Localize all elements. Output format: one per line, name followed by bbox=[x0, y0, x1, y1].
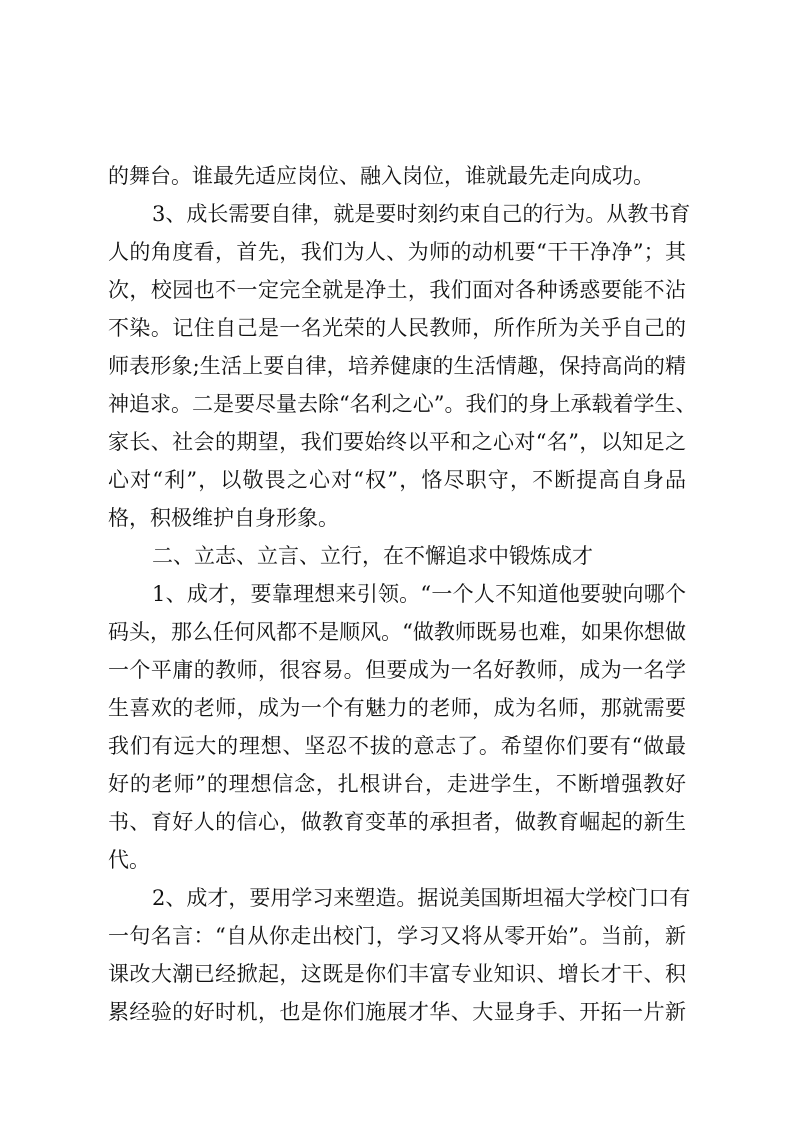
text-line: 书、育好人的信心，做教育变革的承担者，做教育崛起的新生 bbox=[108, 810, 686, 834]
section-heading: 二、立志、立言、立行，在不懈追求中锻炼成才 bbox=[152, 544, 593, 568]
text-line: 码头，那么任何风都不是顺风。“做教师既易也难，如果你想做 bbox=[108, 620, 686, 644]
text-line: 1、成才，要靠理想来引领。“一个人不知道他要驶向哪个 bbox=[152, 582, 686, 606]
text-line: 我们有远大的理想、坚忍不拔的意志了。希望你们要有“做最 bbox=[108, 734, 686, 758]
text-line: 生喜欢的老师，成为一个有魅力的老师，成为名师，那就需要 bbox=[108, 696, 686, 720]
text-line: 2、成才，要用学习来塑造。据说美国斯坦福大学校门口有 bbox=[152, 886, 691, 910]
text-line: 的舞台。谁最先适应岗位、融入岗位，谁就最先走向成功。 bbox=[108, 164, 654, 188]
text-line: 不染。记住自己是一名光荣的人民教师，所作所为关乎自己的 bbox=[108, 316, 686, 340]
text-line: 神追求。二是要尽量去除“名利之心”。我们的身上承载着学生、 bbox=[108, 392, 697, 416]
document-body bbox=[108, 157, 697, 1031]
text-line: 心对“利”，以敬畏之心对“权”，恪尽职守，不断提高自身品 bbox=[108, 468, 686, 492]
text-line: 一个平庸的教师，很容易。但要成为一名好教师，成为一名学 bbox=[108, 658, 686, 682]
text-line: 人的角度看，首先，我们为人、为师的动机要“干干净净”；其 bbox=[108, 240, 686, 264]
text-line: 师表形象;生活上要自律，培养健康的生活情趣，保持高尚的精 bbox=[108, 354, 686, 378]
text-line: 次，校园也不一定完全就是净土，我们面对各种诱惑要能不沾 bbox=[108, 278, 686, 302]
text-line: 代。 bbox=[108, 848, 150, 872]
text-line: 家长、社会的期望，我们要始终以平和之心对“名”，以知足之 bbox=[108, 430, 686, 454]
text-line: 一句名言：“自从你走出校门，学习又将从零开始”。当前，新 bbox=[108, 924, 686, 948]
text-line: 格，积极维护自身形象。 bbox=[108, 506, 339, 530]
text-line: 累经验的好时机，也是你们施展才华、大显身手、开拓一片新 bbox=[108, 1000, 686, 1024]
text-line: 好的老师”的理想信念，扎根讲台，走进学生，不断增强教好 bbox=[108, 772, 686, 796]
text-line: 3、成长需要自律，就是要时刻约束自己的行为。从教书育 bbox=[152, 202, 691, 226]
text-line: 课改大潮已经掀起，这既是你们丰富专业知识、增长才干、积 bbox=[108, 962, 686, 986]
